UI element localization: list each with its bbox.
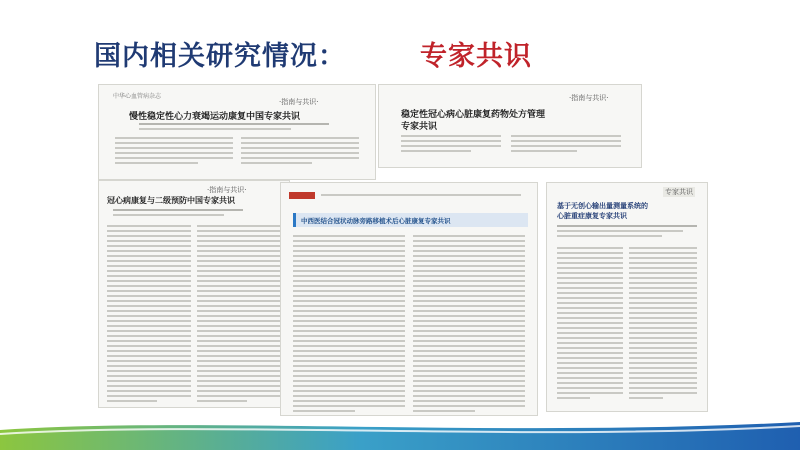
doc-header: 中华心血管病杂志 bbox=[113, 93, 162, 100]
doc-title-line2: 心脏重症康复专家共识 bbox=[557, 211, 627, 220]
doc-text-block bbox=[629, 247, 697, 402]
doc-section-tag: ·指南与共识· bbox=[569, 94, 609, 102]
doc-title: 慢性稳定性心力衰竭运动康复中国专家共识 bbox=[129, 112, 301, 122]
slide-subtitle: 专家共识 bbox=[420, 41, 532, 72]
doc-authors bbox=[139, 123, 329, 133]
doc-header-line bbox=[321, 194, 521, 199]
doc-text-block bbox=[401, 135, 501, 155]
doc-text-block bbox=[413, 235, 525, 415]
document-scan-integrated-medicine bbox=[280, 182, 538, 416]
document-scan-cardiac-output bbox=[546, 182, 708, 412]
slide-title: 国内相关研究情况： bbox=[94, 41, 346, 72]
doc-text-block bbox=[197, 225, 281, 405]
doc-title: 冠心病康复与二级预防中国专家共识 bbox=[107, 195, 235, 205]
doc-text-block bbox=[107, 225, 191, 405]
doc-section-tag: ·指南与共识· bbox=[279, 98, 319, 106]
document-scan-heart-failure bbox=[98, 84, 376, 180]
doc-text-block bbox=[241, 137, 359, 167]
doc-authors bbox=[557, 225, 697, 240]
document-scan-secondary-prevention bbox=[98, 180, 290, 408]
document-scan-drug-prescription bbox=[378, 84, 642, 168]
doc-title: 中西医结合冠状动脉旁路移植术后心脏康复专家共识 bbox=[301, 217, 451, 225]
doc-section-tag: 专家共识 bbox=[665, 188, 693, 196]
doc-section-tag: ·指南与共识· bbox=[207, 186, 247, 194]
doc-text-block bbox=[557, 247, 623, 402]
doc-category-band bbox=[289, 192, 315, 199]
doc-title-line1: 稳定性冠心病心脏康复药物处方管理 bbox=[401, 110, 546, 120]
doc-authors bbox=[113, 209, 243, 219]
doc-text-block bbox=[293, 235, 405, 415]
bottom-decoration bbox=[0, 408, 800, 450]
doc-title-line2: 专家共识 bbox=[401, 122, 438, 132]
doc-text-block bbox=[115, 137, 233, 167]
doc-text-block bbox=[511, 135, 621, 155]
doc-title-line1: 基于无创心输出量测量系统的 bbox=[557, 201, 648, 210]
